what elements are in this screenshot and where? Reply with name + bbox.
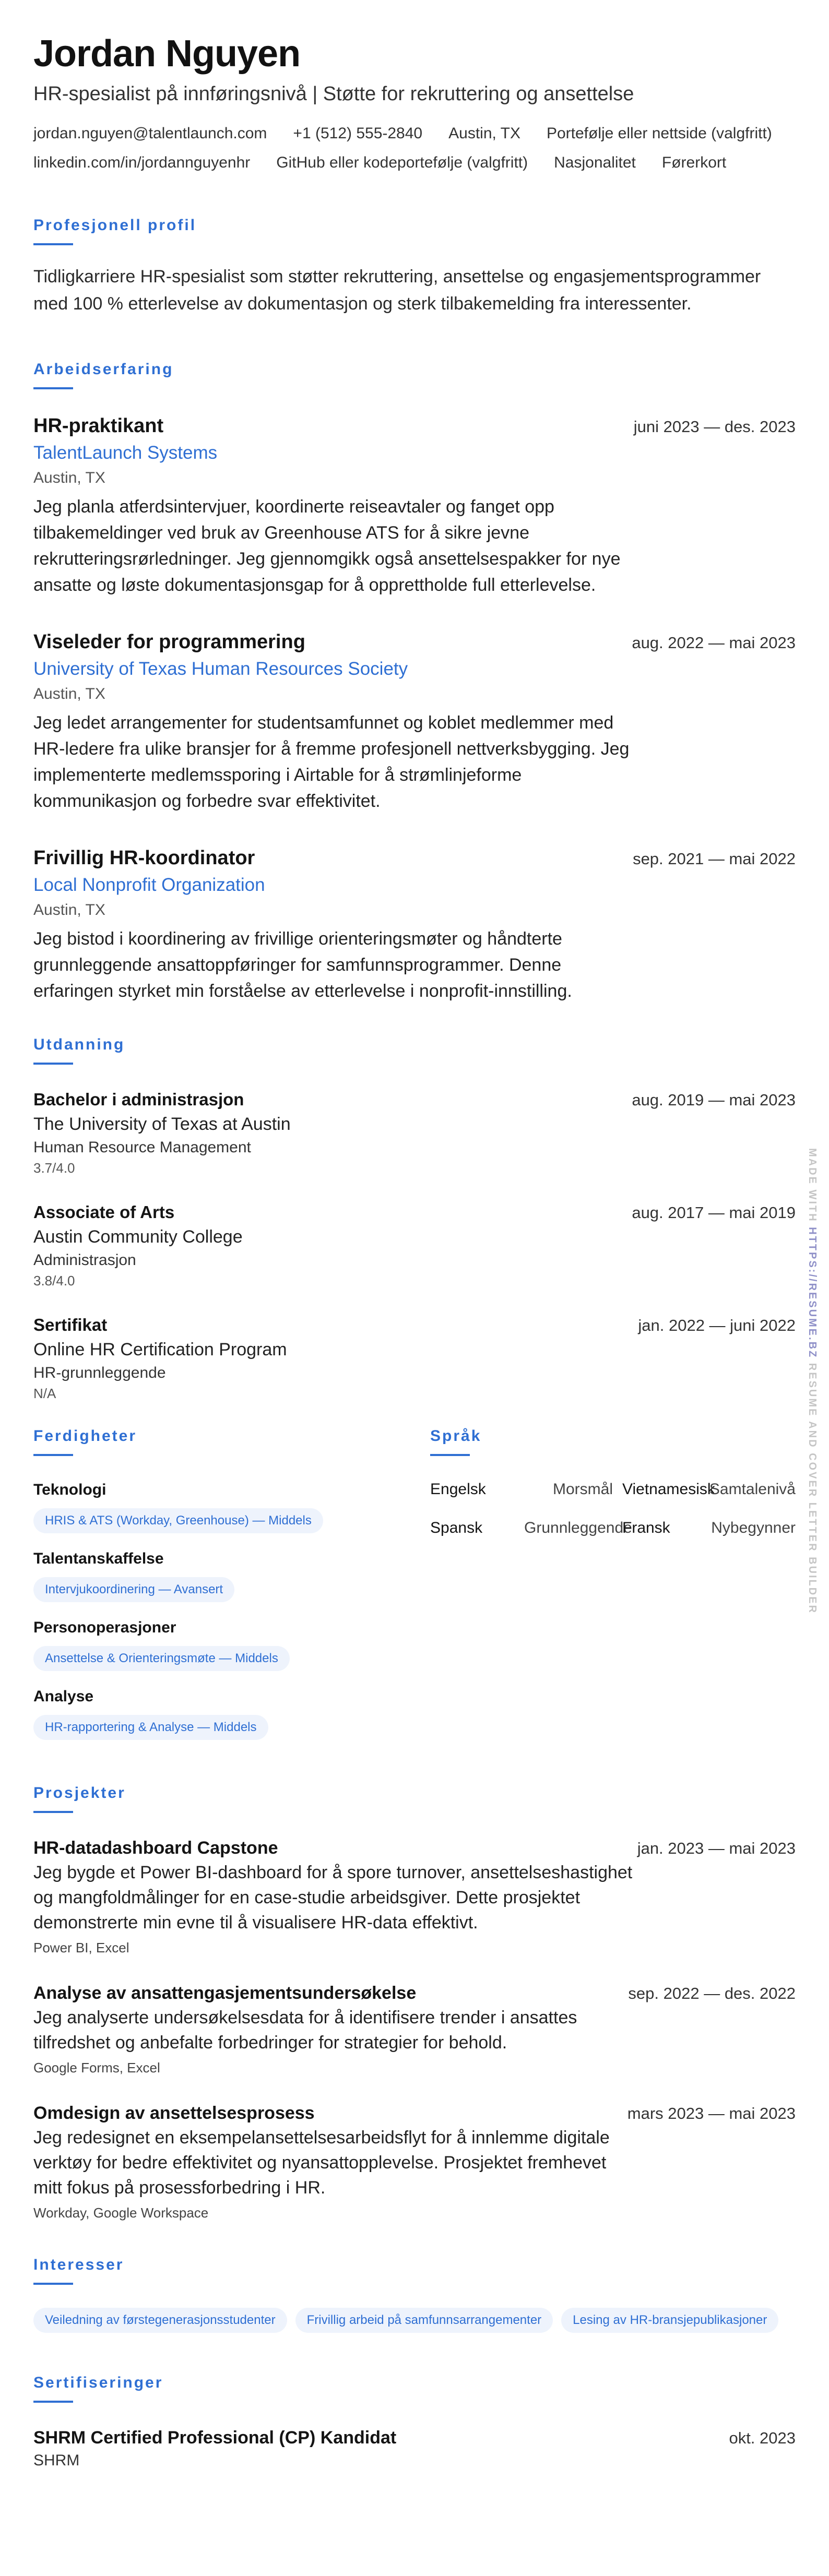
section-divider	[33, 1063, 73, 1065]
section-divider	[430, 1454, 470, 1456]
job-description: Jeg planla atferdsintervjuer, koordinerte reiseavtaler og fanget opp tilbakemeldinger ved bruk av Greenhouse ATS for å sikre jevne rekrutteringsrørledninger. Jeg gjennomgikk også ansettelsespakker for nye ansatte og løste dokumentasjonsgap for å opprettholde full etterlevelse.	[33, 497, 621, 595]
profile-summary: Tidligkarriere HR-spesialist som støtter rekruttering, ansettelse og engasjementsprogrammer med 100 % etterlevelse av dokumentasjon og sterk tilbakemelding fra interessenter.	[33, 267, 761, 314]
project-name: Omdesign av ansettelsesprosess	[33, 2103, 315, 2123]
experience-entry	[33, 844, 796, 1004]
certifications-section	[33, 2372, 796, 2472]
job-dates: juni 2023 — des. 2023	[633, 418, 796, 436]
field-of-study: Administrasjon	[33, 1251, 136, 1269]
project-name: HR-datadashboard Capstone	[33, 1838, 278, 1858]
section-divider	[33, 1811, 73, 1813]
school-name: Online HR Certification Program	[33, 1340, 287, 1359]
project-tech: Google Forms, Excel	[33, 2060, 160, 2076]
language-name: Fransk	[622, 1519, 670, 1536]
job-description: Jeg ledet arrangementer for studentsamfunnet og koblet medlemmer med HR-ledere fra ulike bransjer for å fremme profesjonell nettverksbygging. Jeg implementerte medlemssporing i Airtable for å strømlinjeforme kommunikasjon og forbedre svar effektivitet.	[33, 713, 630, 811]
watermark-prefix: MADE WITH	[807, 1148, 818, 1223]
section-title-languages: Språk	[430, 1427, 482, 1445]
job-location: Austin, TX	[33, 685, 105, 702]
project-name: Analyse av ansattengasjementsundersøkelse	[33, 1983, 417, 2003]
builder-watermark	[806, 1148, 818, 1614]
job-company[interactable]: University of Texas Human Resources Society	[33, 659, 408, 679]
degree-title: Associate of Arts	[33, 1202, 175, 1222]
section-title-certifications: Sertifiseringer	[33, 2374, 163, 2391]
education-dates: jan. 2022 — juni 2022	[638, 1316, 796, 1334]
job-dates: aug. 2022 — mai 2023	[632, 634, 796, 652]
project-entry	[33, 2101, 796, 2223]
language-name: Spansk	[430, 1519, 483, 1536]
language-grid	[430, 1479, 796, 1539]
field-of-study: HR-grunnleggende	[33, 1364, 166, 1381]
interests-section	[33, 2255, 796, 2333]
experience-section	[33, 359, 796, 1004]
project-tech: Power BI, Excel	[33, 1940, 129, 1955]
certification-date: okt. 2023	[729, 2429, 796, 2447]
project-description: Jeg bygde et Power BI-dashboard for å spore turnover, ansettelseshastighet og mangfoldmålinger for en case-studie arbeidsgiver. Dette prosjektet demonstrerte min evne til å visualisere HR-data effektivt.	[33, 1863, 633, 1933]
watermark-link[interactable]: HTTPS://RESUME.BZ	[807, 1227, 818, 1359]
job-dates: sep. 2021 — mai 2022	[633, 850, 796, 868]
language-level: Grunnleggende	[524, 1519, 632, 1536]
certification-entry	[33, 2426, 796, 2472]
job-description: Jeg bistod i koordinering av frivillige orienteringsmøter og håndterte grunnleggende ansattoppføringer for samfunnsprogrammer. Denne erfaringen styrket min forståelse av etterlevelse i nonprofit-innstilling.	[33, 929, 572, 1001]
section-divider	[33, 387, 73, 389]
profile-section	[33, 215, 796, 317]
projects-section	[33, 1783, 796, 2223]
gpa: 3.8/4.0	[33, 1273, 75, 1289]
language-level: Nybegynner	[711, 1519, 796, 1536]
section-divider	[33, 2401, 73, 2403]
skill-category: Analyse	[33, 1688, 94, 1705]
contact-phone[interactable]: +1 (512) 555-2840	[293, 125, 423, 142]
section-title-projects: Prosjekter	[33, 1784, 126, 1802]
skill-pill: HR-rapportering & Analyse — Middels	[33, 1715, 268, 1740]
certification-name: SHRM Certified Professional (CP) Kandidat	[33, 2428, 397, 2448]
skill-category: Personoperasjoner	[33, 1619, 176, 1636]
interest-pill: Frivillig arbeid på samfunnsarrangementer	[295, 2308, 553, 2333]
school-name: The University of Texas at Austin	[33, 1114, 291, 1134]
headline: HR-spesialist på innføringsnivå | Støtte for rekruttering og ansettelse	[33, 83, 634, 105]
contact-nationality: Nasjonalitet	[554, 154, 636, 171]
education-section	[33, 1034, 796, 1403]
gpa: N/A	[33, 1386, 56, 1401]
candidate-name: Jordan Nguyen	[33, 33, 301, 75]
contact-linkedin[interactable]: linkedin.com/in/jordannguyenhr	[33, 154, 251, 171]
languages-section	[430, 1426, 796, 1740]
project-dates: sep. 2022 — des. 2022	[628, 1984, 796, 2002]
section-title-education: Utdanning	[33, 1036, 125, 1053]
skill-pill: Ansettelse & Orienteringsmøte — Middels	[33, 1646, 290, 1671]
skills-section	[33, 1426, 430, 1740]
project-entry	[33, 1981, 796, 2078]
school-name: Austin Community College	[33, 1227, 243, 1247]
experience-entry	[33, 628, 796, 814]
job-company[interactable]: TalentLaunch Systems	[33, 443, 218, 463]
contact-license: Førerkort	[661, 154, 727, 171]
language-name: Engelsk	[430, 1481, 486, 1498]
gpa: 3.7/4.0	[33, 1160, 75, 1176]
job-location: Austin, TX	[33, 469, 105, 486]
contact-list	[33, 123, 796, 173]
language-level: Morsmål	[552, 1481, 613, 1498]
project-description: Jeg redesignet en eksempelansettelsesarbeidsflyt for å innlemme digitale verktøy for bedre effektivitet og nyansattopplevelse. Prosjektet fremhevet mitt fokus på prosessforbedring i HR.	[33, 2128, 610, 2198]
section-title-interests: Interesser	[33, 2256, 124, 2273]
experience-entry	[33, 412, 796, 598]
section-divider	[33, 243, 73, 245]
watermark-suffix: RESUME AND COVER LETTER BUILDER	[807, 1363, 818, 1614]
skill-category: Talentanskaffelse	[33, 1550, 164, 1567]
skill-pill: HRIS & ATS (Workday, Greenhouse) — Middels	[33, 1508, 323, 1533]
job-company[interactable]: Local Nonprofit Organization	[33, 875, 265, 895]
contact-portfolio[interactable]: Portefølje eller nettside (valgfritt)	[546, 125, 772, 142]
section-divider	[33, 2283, 73, 2285]
interest-pill-list	[33, 2300, 796, 2333]
section-title-skills: Ferdigheter	[33, 1427, 137, 1445]
project-entry	[33, 1836, 796, 1958]
degree-title: Bachelor i administrasjon	[33, 1090, 244, 1109]
field-of-study: Human Resource Management	[33, 1139, 251, 1156]
education-entry	[33, 1088, 796, 1177]
contact-email[interactable]: jordan.nguyen@talentlaunch.com	[33, 125, 267, 142]
job-title: HR-praktikant	[33, 415, 164, 437]
resume-page	[33, 30, 796, 2502]
section-title-experience: Arbeidserfaring	[33, 361, 174, 378]
project-tech: Workday, Google Workspace	[33, 2205, 209, 2221]
education-dates: aug. 2019 — mai 2023	[632, 1091, 796, 1109]
contact-github[interactable]: GitHub eller kodeportefølje (valgfritt)	[276, 154, 528, 171]
contact-location: Austin, TX	[448, 125, 520, 142]
job-title: Viseleder for programmering	[33, 631, 305, 653]
degree-title: Sertifikat	[33, 1315, 108, 1334]
job-title: Frivillig HR-koordinator	[33, 847, 255, 869]
education-dates: aug. 2017 — mai 2019	[632, 1203, 796, 1222]
interest-pill: Lesing av HR-bransjepublikasjoner	[561, 2308, 778, 2333]
skill-pill: Intervjukoordinering — Avansert	[33, 1577, 234, 1602]
language-name: Vietnamesisk	[622, 1481, 715, 1498]
section-title-profile: Profesjonell profil	[33, 217, 197, 234]
language-level: Samtalenivå	[709, 1481, 796, 1498]
interest-pill: Veiledning av førstegenerasjonsstudenter	[33, 2308, 287, 2333]
education-entry	[33, 1200, 796, 1290]
education-entry	[33, 1313, 796, 1403]
project-dates: mars 2023 — mai 2023	[627, 2104, 796, 2122]
skills-languages-row	[33, 1426, 796, 1740]
certification-issuer: SHRM	[33, 2452, 80, 2469]
section-divider	[33, 1454, 73, 1456]
project-description: Jeg analyserte undersøkelsesdata for å identifisere trender i ansattes tilfredshet og anbefalte forbedringer for strategier for behold.	[33, 2008, 577, 2053]
skill-category: Teknologi	[33, 1481, 106, 1498]
project-dates: jan. 2023 — mai 2023	[637, 1839, 796, 1857]
job-location: Austin, TX	[33, 901, 105, 919]
